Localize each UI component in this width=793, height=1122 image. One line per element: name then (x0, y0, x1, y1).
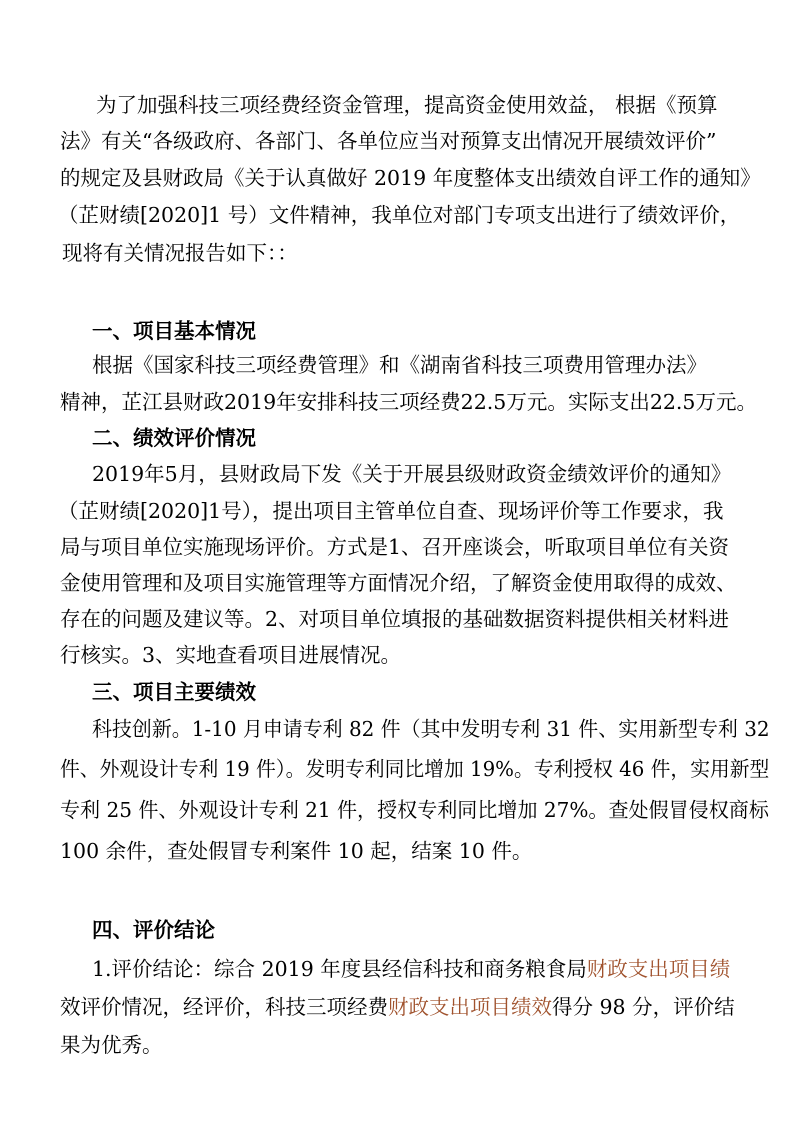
intro-line-1: 为了加强科技三项经费经资金管理，提高资金使用效益， 根据《预算 (96, 93, 718, 117)
section2-line-4: 金使用管理和及项目实施管理等方面情况介绍，了解资金使用取得的成效、 (60, 571, 737, 595)
section-heading-basic-info: 一、项目基本情况 (92, 319, 256, 343)
section-heading-evaluation: 二、绩效评价情况 (92, 426, 256, 450)
section4-line-2 (60, 992, 735, 1022)
conclusion-text: 1.评价结论：综合 2019 年度县经信科技和商务粮食局 (92, 957, 587, 981)
intro-line-3: 的规定及县财政局《关于认真做好 2019 年度整体支出绩效自评工作的通知》 (60, 166, 761, 190)
section3-line-1: 科技创新。1-10 月申请专利 82 件（其中发明专利 31 件、实用新型专利 32 (92, 717, 770, 741)
intro-line-2: 法》有关“各级政府、各部门、各单位应当对预算支出情况开展绩效评价” (60, 129, 717, 153)
section2-line-5: 存在的问题及建议等。2、对项目单位填报的基础数据资料提供相关材料进 (60, 607, 730, 631)
section3-line-3: 专利 25 件、外观设计专利 21 件，授权专利同比增加 27%。查处假冒侵权商标 (60, 798, 769, 822)
section2-line-2: （芷财绩[2020]1号），提出项目主管单位自查、现场评价等工作要求，我 (58, 499, 724, 523)
section3-line-4: 100 余件，查处假冒专利案件 10 起，结案 10 件。 (60, 839, 533, 863)
section2-line-1: 2019年5月，县财政局下发《关于开展县级财政资金绩效评价的通知》 (92, 462, 732, 486)
conclusion-text: 效评价情况，经评价，科技三项经费 (60, 995, 388, 1019)
intro-line-4: （芷财绩[2020]1 号）文件精神，我单位对部门专项支出进行了绩效评价， (58, 203, 741, 227)
section3-line-2: 件、外观设计专利 19 件）。发明专利同比增加 19%。专利授权 46 件，实用新型 (60, 757, 770, 781)
section-heading-performance: 三、项目主要绩效 (92, 680, 256, 704)
intro-line-5: 现将有关情况报告如下：： (62, 241, 298, 265)
section1-line-1: 根据《国家科技三项经费管理》和《湖南省科技三项费用管理办法》 (92, 353, 707, 377)
conclusion-highlight: 财政支出项目绩效 (388, 995, 552, 1019)
conclusion-score-text: 得分 98 分，评价结 (552, 995, 735, 1019)
section1-line-2: 精神，芷江县财政2019年安排科技三项经费22.5万元。实际支出22.5万元。 (60, 390, 757, 414)
conclusion-highlight: 财政支出项目绩 (586, 957, 731, 981)
section4-line-1 (92, 954, 730, 984)
section2-line-6: 行核实。3、实地查看项目进展情况。 (60, 643, 402, 667)
section4-line-3: 果为优秀。 (60, 1033, 163, 1057)
section2-line-3: 局与项目单位实施现场评价。方式是1、召开座谈会，听取项目单位有关资 (60, 535, 730, 559)
section-heading-conclusion: 四、评价结论 (92, 918, 215, 942)
